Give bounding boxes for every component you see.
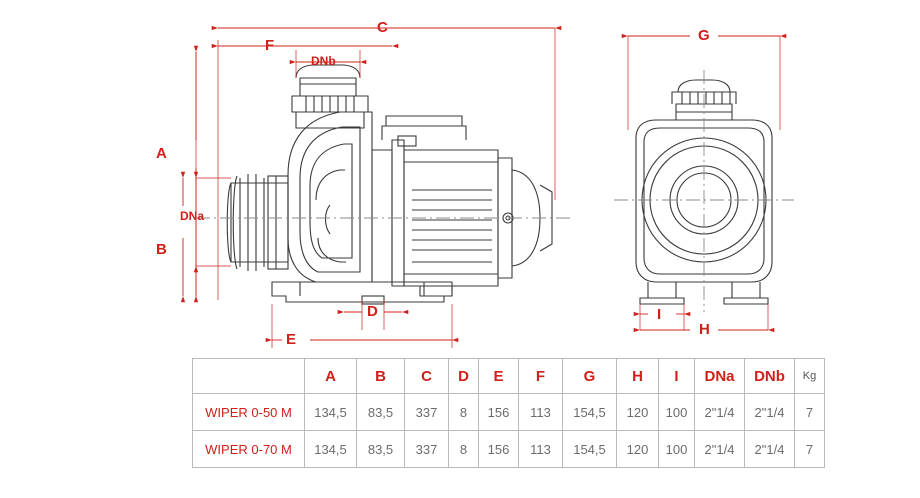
table-row xyxy=(193,394,825,431)
row-1-D: 8 xyxy=(449,431,479,468)
header-model xyxy=(193,359,305,394)
dimension-label-I: I xyxy=(657,306,662,323)
header-F: F xyxy=(519,359,563,394)
dimension-label-F: F xyxy=(265,37,275,54)
table-row xyxy=(193,431,825,468)
row-0-C: 337 xyxy=(405,394,449,431)
row-1-H: 120 xyxy=(617,431,659,468)
spec-table-container xyxy=(192,358,817,468)
row-0-model: WIPER 0-50 M xyxy=(193,394,305,431)
dimension-label-DNb: DNb xyxy=(311,54,336,68)
row-0-B: 83,5 xyxy=(357,394,405,431)
row-1-G: 154,5 xyxy=(563,431,617,468)
row-1-F: 113 xyxy=(519,431,563,468)
row-0-G: 154,5 xyxy=(563,394,617,431)
row-1-E: 156 xyxy=(479,431,519,468)
dimension-lines xyxy=(183,28,780,348)
header-A: A xyxy=(305,359,357,394)
row-1-B: 83,5 xyxy=(357,431,405,468)
dimension-label-H: H xyxy=(699,321,710,338)
dimension-label-E: E xyxy=(286,331,297,348)
row-1-I: 100 xyxy=(659,431,695,468)
header-H: H xyxy=(617,359,659,394)
row-1-A: 134,5 xyxy=(305,431,357,468)
row-1-DNa: 2"1/4 xyxy=(695,431,745,468)
header-E: E xyxy=(479,359,519,394)
row-0-Kg: 7 xyxy=(795,394,825,431)
row-1-Kg: 7 xyxy=(795,431,825,468)
dimension-label-D: D xyxy=(367,303,378,320)
row-0-I: 100 xyxy=(659,394,695,431)
dimension-label-G: G xyxy=(698,27,710,44)
header-I: I xyxy=(659,359,695,394)
header-DNa: DNa xyxy=(695,359,745,394)
row-1-DNb: 2"1/4 xyxy=(745,431,795,468)
row-0-DNa: 2"1/4 xyxy=(695,394,745,431)
row-0-E: 156 xyxy=(479,394,519,431)
dimension-label-B: B xyxy=(156,241,167,258)
row-0-A: 134,5 xyxy=(305,394,357,431)
header-Kg: Kg xyxy=(795,359,825,394)
row-0-H: 120 xyxy=(617,394,659,431)
header-D: D xyxy=(449,359,479,394)
row-0-DNb: 2"1/4 xyxy=(745,394,795,431)
header-DNb: DNb xyxy=(745,359,795,394)
dimension-label-DNa: DNa xyxy=(180,209,205,223)
dimension-label-C: C xyxy=(377,19,388,36)
side-view-geometry xyxy=(227,65,552,304)
spec-table xyxy=(192,358,825,468)
row-0-F: 113 xyxy=(519,394,563,431)
header-C: C xyxy=(405,359,449,394)
header-B: B xyxy=(357,359,405,394)
row-1-model: WIPER 0-70 M xyxy=(193,431,305,468)
row-1-C: 337 xyxy=(405,431,449,468)
table-header-row xyxy=(193,359,825,394)
row-0-D: 8 xyxy=(449,394,479,431)
header-G: G xyxy=(563,359,617,394)
dimension-label-A: A xyxy=(156,145,167,162)
